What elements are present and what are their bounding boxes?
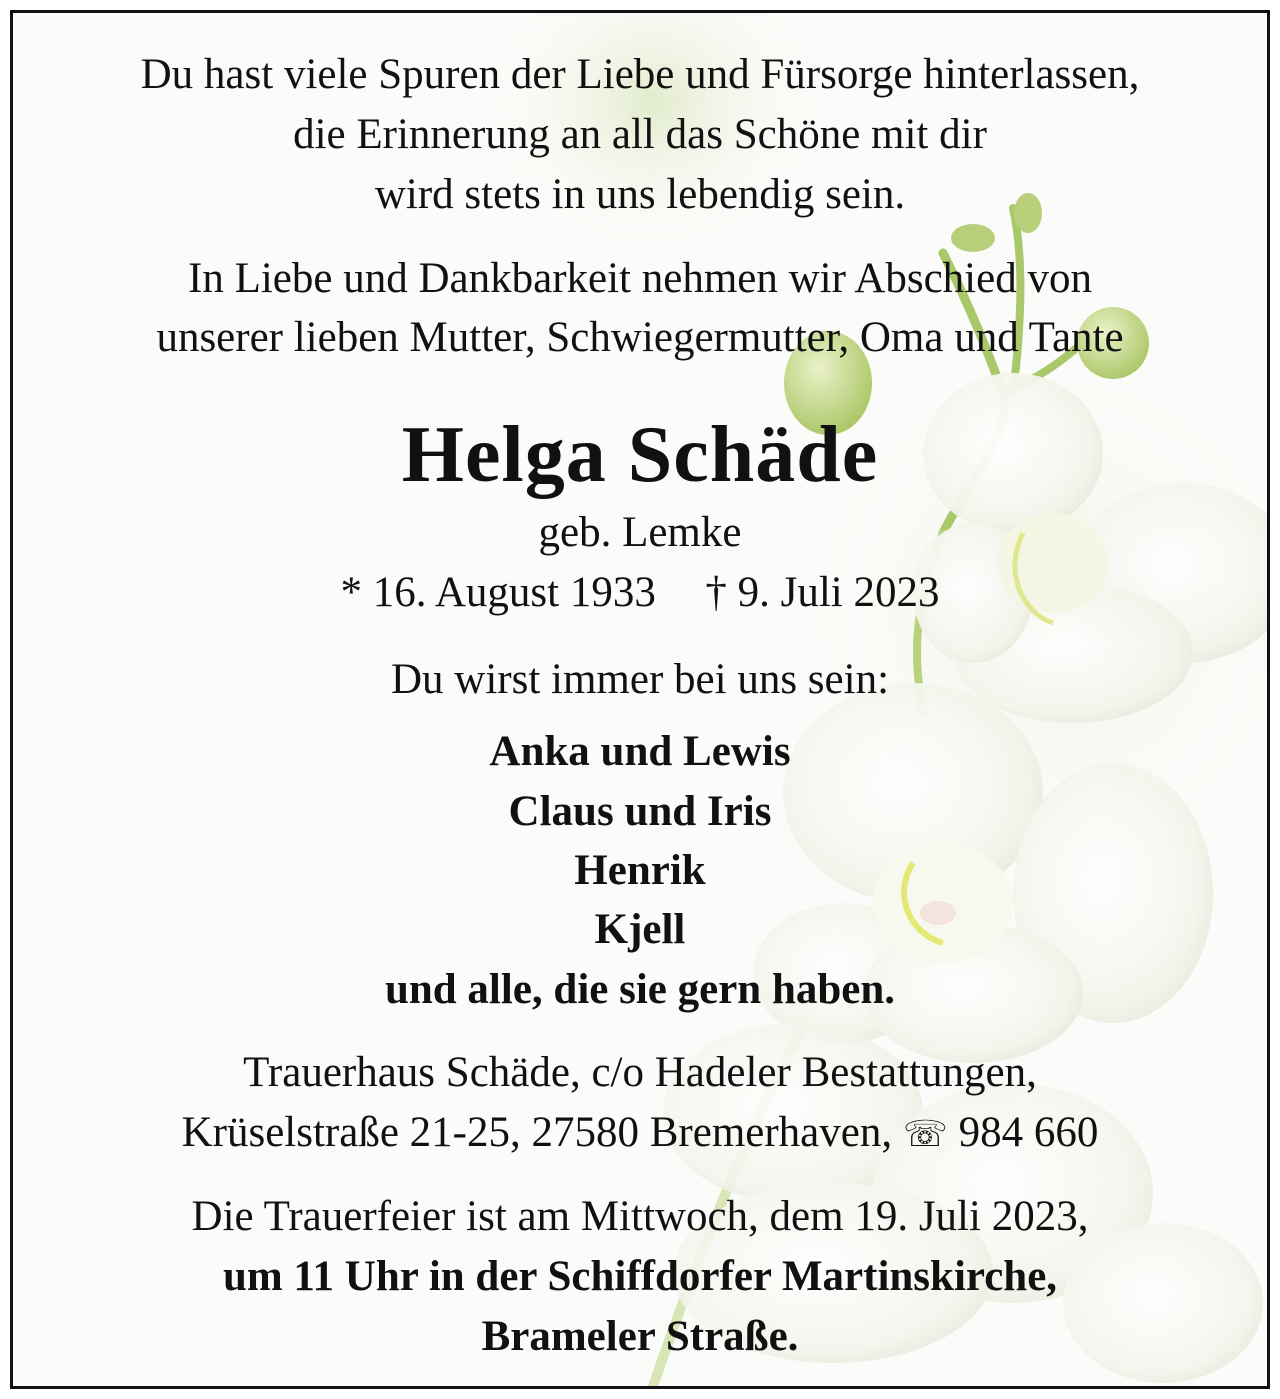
mourner-3: Henrik — [574, 847, 706, 894]
poem-line-2: die Erinnerung an all das Schöne mit dir — [293, 111, 987, 158]
obituary-frame — [10, 10, 1270, 1389]
birth-name: geb. Lemke — [538, 509, 742, 556]
ceremony-line-1: Die Trauerfeier ist am Mittwoch, dem 19. Juli 2023, — [191, 1193, 1089, 1240]
telephone-icon: ☏ — [902, 1114, 948, 1155]
birth-date: * 16. August 1933 — [340, 569, 656, 616]
mourner-4: Kjell — [594, 906, 686, 953]
address-line-2 — [13, 1111, 1267, 1154]
intro-line-2: unserer lieben Mutter, Schwiegermutter, Oma und Tante — [156, 314, 1124, 361]
deceased-name: Helga Schäde — [401, 411, 879, 499]
mourner-2: Claus und Iris — [508, 788, 772, 835]
phone-number: 984 660 — [958, 1109, 1099, 1156]
ceremony-line-3: Brameler Straße. — [481, 1313, 799, 1360]
mourner-1: Anka und Lewis — [489, 728, 791, 775]
obituary-text — [13, 13, 1267, 1386]
mourners-heading: Du wirst immer bei uns sein: — [390, 656, 890, 703]
poem-line-3: wird stets in uns lebendig sein. — [374, 171, 906, 218]
poem-line-1: Du hast viele Spuren der Liebe und Fürsorge hinterlassen, — [140, 51, 1140, 98]
death-date: † 9. Juli 2023 — [705, 569, 940, 616]
ceremony-line-2: um 11 Uhr in der Schiffdorfer Martinskirche, — [222, 1253, 1058, 1300]
address-street: Krüselstraße 21-25, 27580 Bremerhaven, — [181, 1109, 893, 1156]
life-dates — [13, 571, 1267, 614]
intro-line-1: In Liebe und Dankbarkeit nehmen wir Abschied von — [188, 255, 1092, 302]
address-line-1: Trauerhaus Schäde, c/o Hadeler Bestattungen, — [243, 1049, 1037, 1096]
mourner-5: und alle, die sie gern haben. — [384, 966, 896, 1013]
